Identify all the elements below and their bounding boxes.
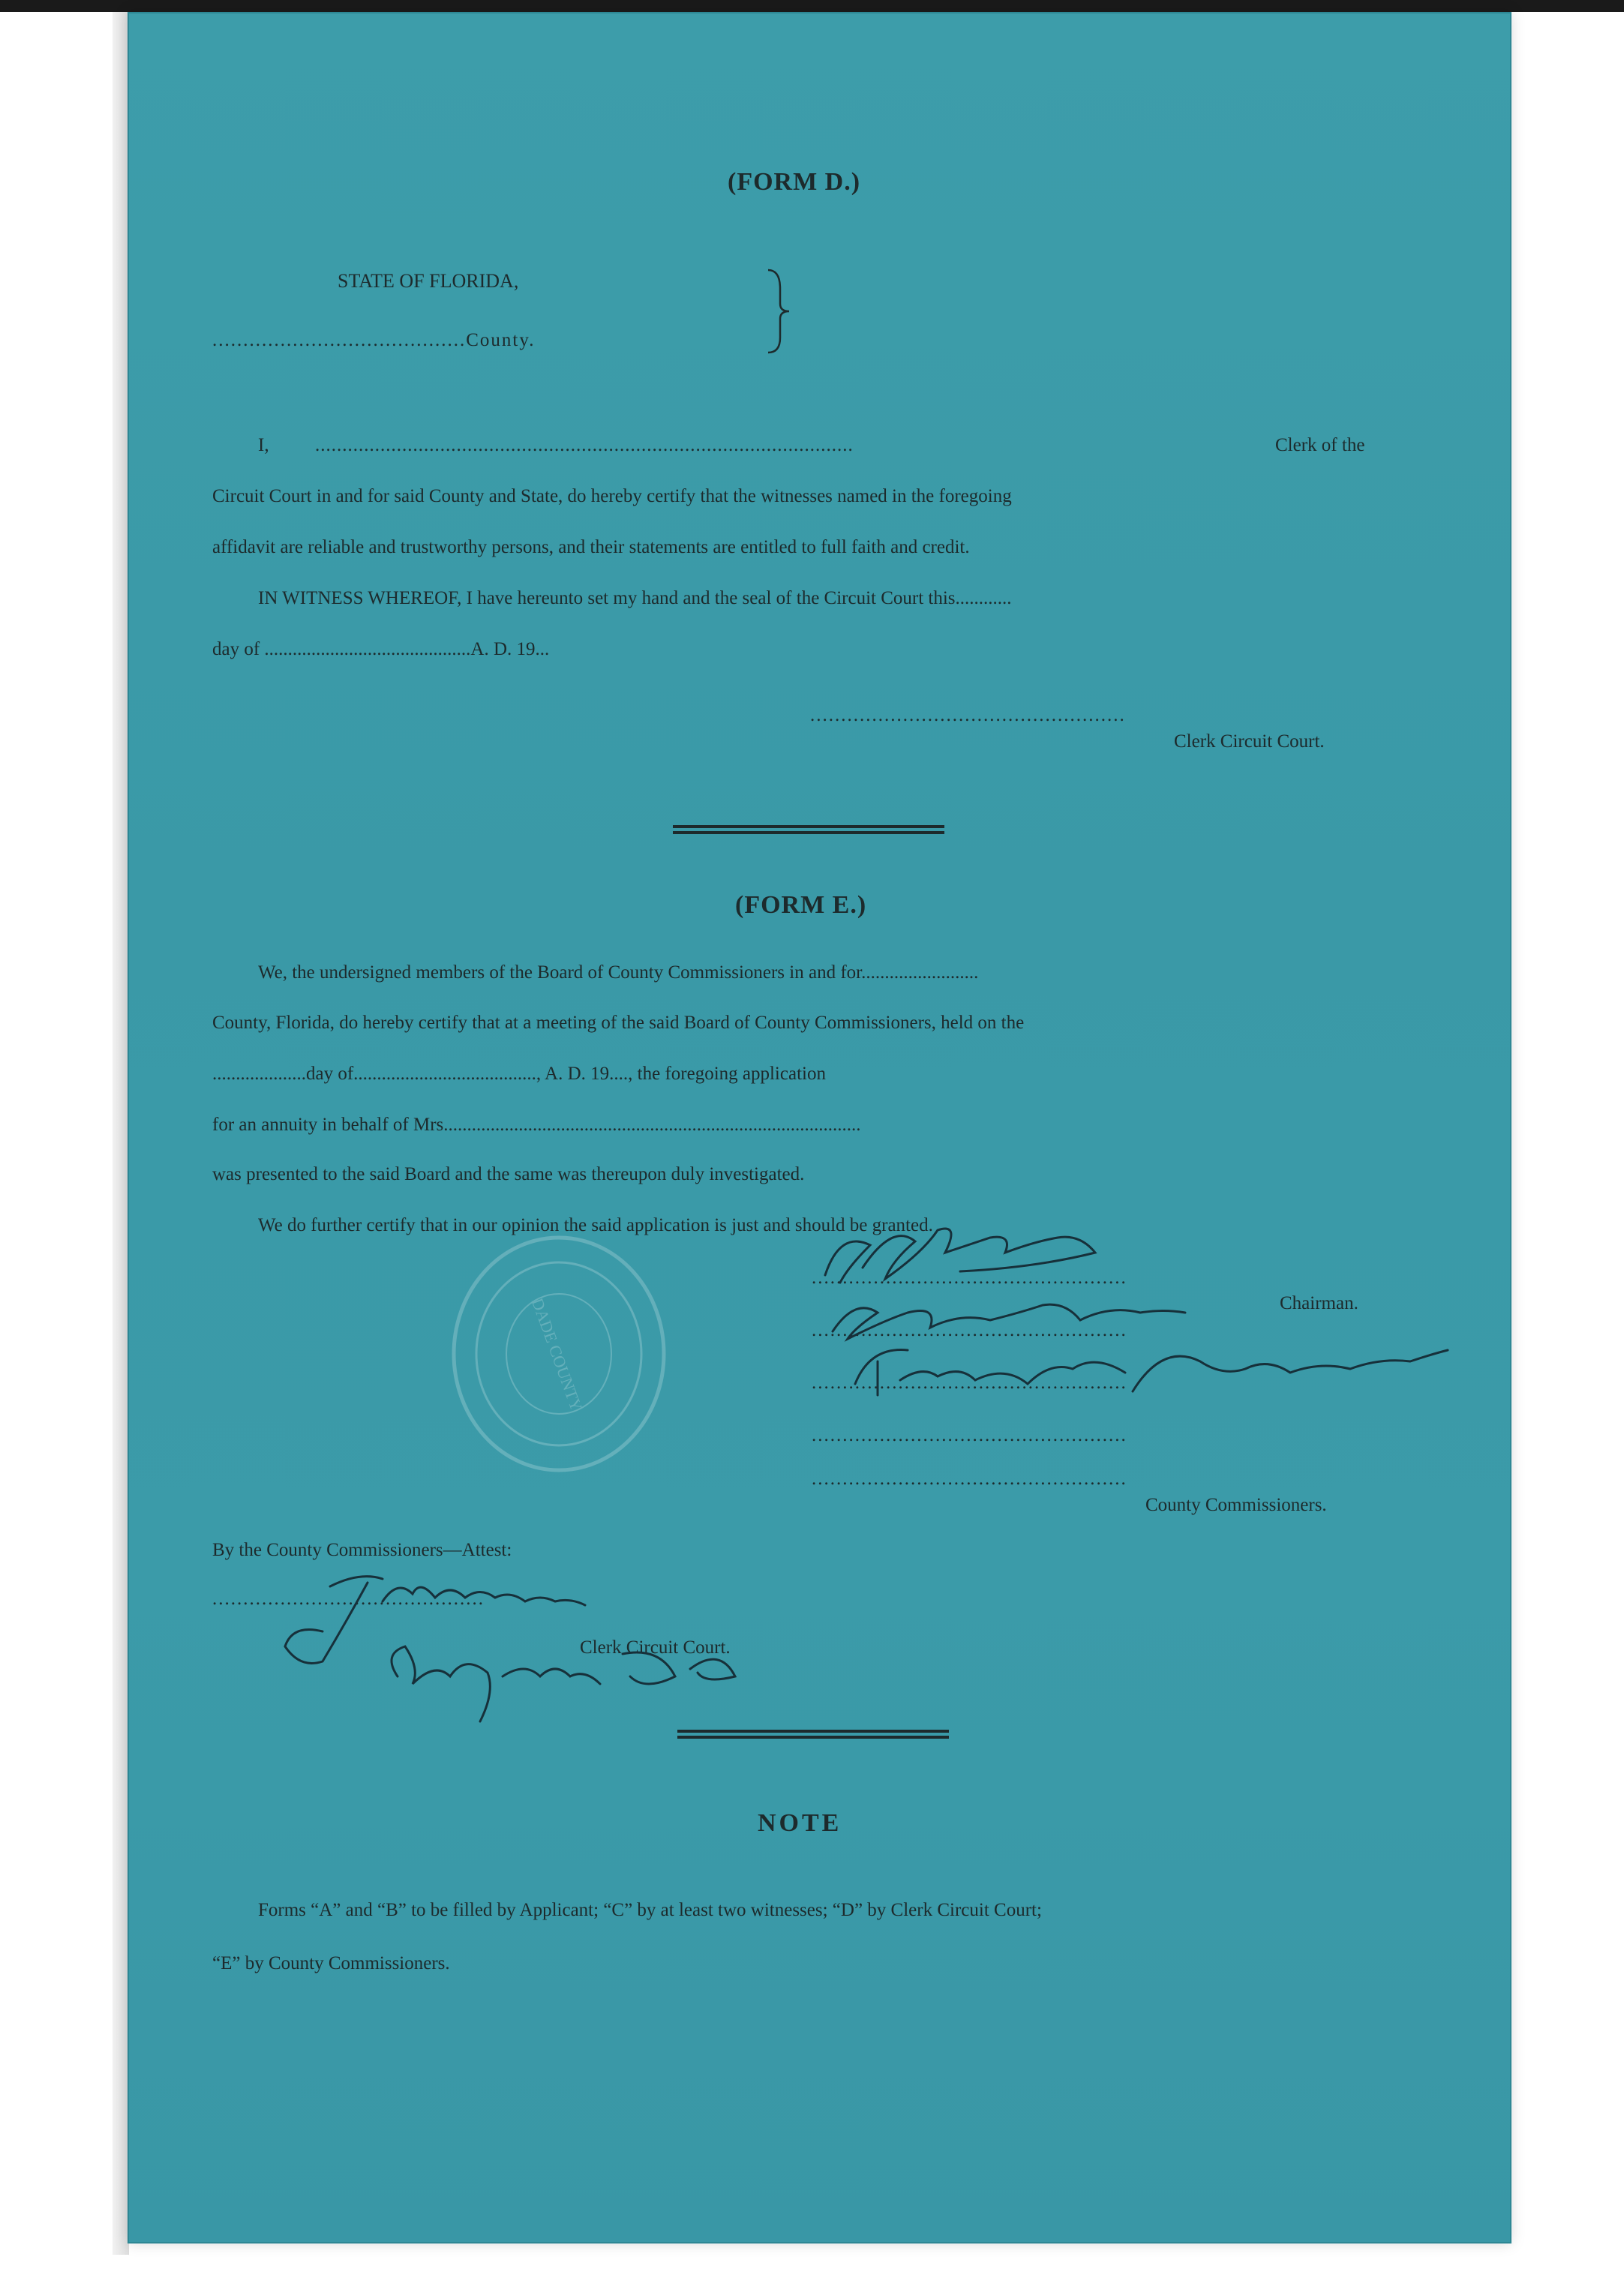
form-d-line2: Circuit Court in and for said County and State, do hereby certify that the witnesses named in the foregoing xyxy=(212,486,1012,506)
attest-line: By the County Commissioners—Attest: xyxy=(212,1540,512,1560)
clerk-signatures xyxy=(270,1564,810,1736)
commissioner-line-2: ................................................... xyxy=(812,1373,1127,1393)
form-d-signature-line: ................................................... xyxy=(810,705,1126,725)
form-e-line2: County, Florida, do hereby certify that at a meeting of the said Board of County Commissioners, held on the xyxy=(212,1013,1025,1033)
commissioners-label: County Commissioners. xyxy=(1145,1495,1327,1515)
attest-clerk-title: Clerk Circuit Court. xyxy=(580,1637,731,1658)
commissioner-line-3: ................................................... xyxy=(812,1425,1127,1445)
state-label: STATE OF FLORIDA, xyxy=(338,270,519,292)
note-line1: Forms “A” and “B” to be filled by Applicant; “C” by at least two witnesses; “D” by Clerk Circuit Court; xyxy=(258,1900,1042,1920)
attest-signature-line: ............................................ xyxy=(212,1589,485,1609)
chairman-label: Chairman. xyxy=(1280,1293,1358,1313)
form-d-name-dots: ................................................................................................... xyxy=(315,435,854,455)
form-d-clerk-title: Clerk Circuit Court. xyxy=(1174,731,1325,752)
form-d-line3: affidavit are reliable and trustworthy persons, and their statements are entitled to full faith and credit. xyxy=(212,537,970,557)
county-line: .........................................County. xyxy=(212,330,536,350)
form-d-i: I, xyxy=(258,435,269,455)
form-d-heading: (FORM D.) xyxy=(728,168,861,196)
form-e-line4: for an annuity in behalf of Mrs......................................................................................... xyxy=(212,1115,861,1135)
divider-1 xyxy=(673,825,944,834)
note-heading: NOTE xyxy=(758,1809,842,1837)
scanner-top-edge xyxy=(0,0,1624,12)
commissioner-signatures xyxy=(810,1200,1455,1440)
note-line2: “E” by County Commissioners. xyxy=(212,1953,450,1973)
chairman-signature-line: ................................................... xyxy=(812,1268,1127,1288)
form-e-heading: (FORM E.) xyxy=(735,891,867,919)
paper-shadow xyxy=(113,12,129,2255)
form-e-line6: We do further certify that in our opinion the said application is just and should be granted. xyxy=(258,1215,933,1235)
form-e-line5: was presented to the said Board and the same was thereupon duly investigated. xyxy=(212,1164,805,1184)
form-d-clerk-of-the: Clerk of the xyxy=(1275,435,1365,455)
brace-icon xyxy=(764,266,794,356)
svg-text:DADE COUNTY: DADE COUNTY xyxy=(527,1295,587,1414)
commissioner-line-1: ................................................... xyxy=(812,1320,1127,1340)
form-d-day-line: day of ............................................A. D. 19... xyxy=(212,639,550,659)
form-d-witness-line: IN WITNESS WHEREOF, I have hereunto set my hand and the seal of the Circuit Court this............ xyxy=(258,588,1012,608)
form-e-line1: We, the undersigned members of the Board of County Commissioners in and for......................... xyxy=(258,962,979,983)
form-e-line3: ....................day of......................................., A. D. 19...., the foregoing application xyxy=(212,1064,826,1084)
county-seal-icon xyxy=(446,1230,671,1478)
commissioner-line-4: ................................................... xyxy=(812,1469,1127,1489)
divider-2 xyxy=(677,1730,949,1739)
